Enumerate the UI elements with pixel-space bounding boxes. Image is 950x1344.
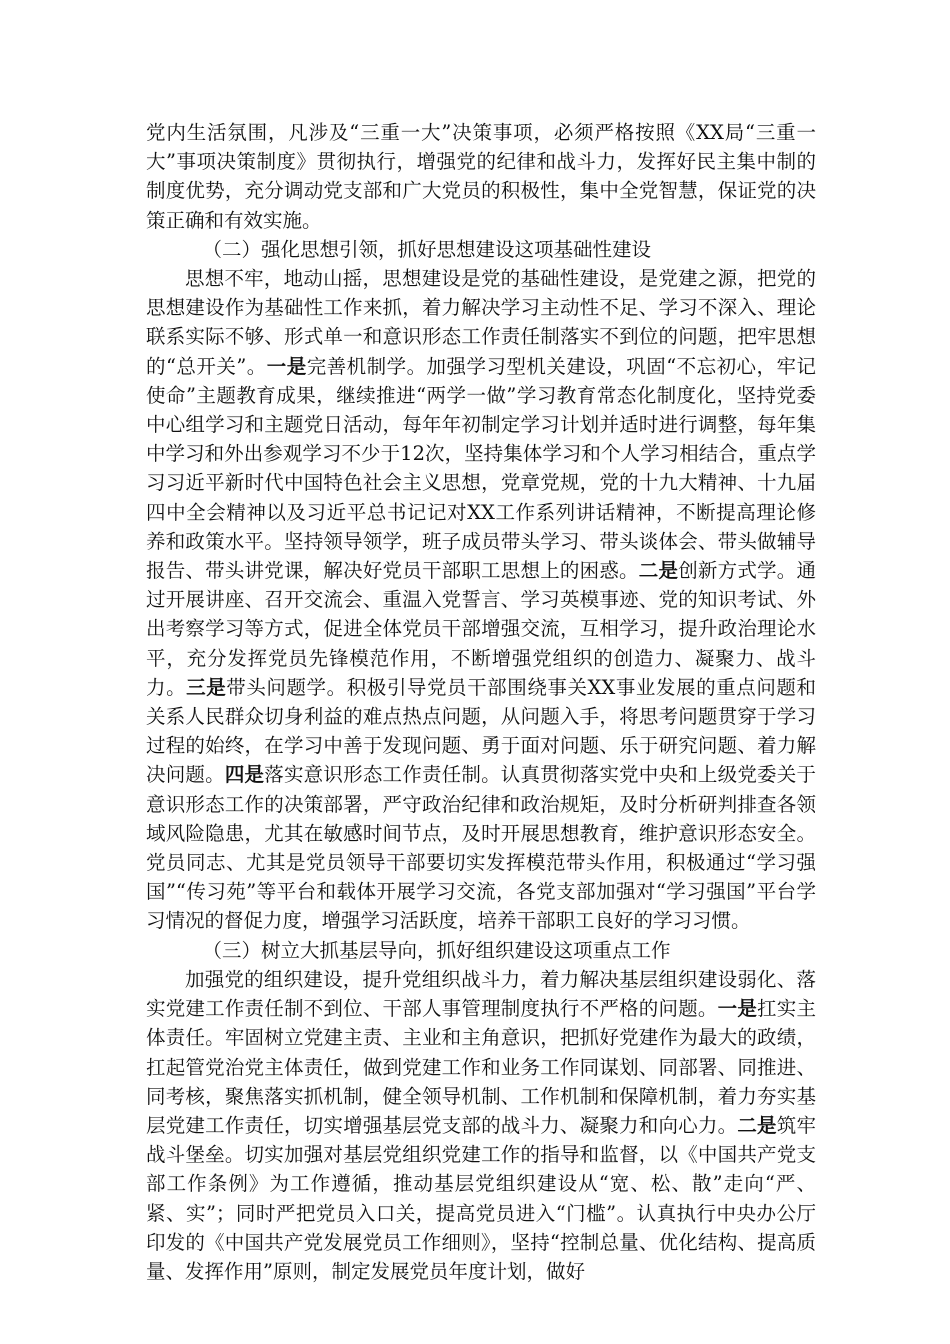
section-2-intro: 思想不牢，地动山摇，思想建设是党的基础性建设，是党建之源，把党的思想建设作为基础性工作来抓，着力解决学习主动性不足、学习不深入、理论联系实际不够、形式单一和意识形态工作责任制落实不到位的问题，把牢思想的“总开关”。 — [146, 267, 816, 378]
opening-paragraph — [146, 118, 816, 235]
section-3-paragraph — [146, 965, 816, 1286]
section-2-item-3-text: 带头问题学。积极引导党员干部围绕事关XX事业发展的重点问题和关系人民群众切身利益的难点热点问题，从问题入手，将思考问题贯穿于学习过程的始终，在学习中善于发现问题、勇于面对问题、乐于研究问题、着力解决问题。 — [146, 675, 816, 787]
section-2-item-4-lead: 四是 — [224, 763, 265, 787]
document-body — [146, 118, 816, 1286]
section-2-item-3-lead: 三是 — [186, 675, 227, 699]
section-2-item-4-text: 落实意识形态工作责任制。认真贯彻落实党中央和上级党委关于意识形态工作的决策部署，严守政治纪律和政治规矩，及时分析研判排查各领域风险隐患，尤其在敏感时间节点，及时开展思想教育，维护意识形态安全。党员同志、尤其是党员领导干部要切实发挥模范带头作用，积极通过“学习强国”“传习苑”等平台和载体开展学习交流，各党支部加强对“学习强国”平台学习情况的督促力度，增强学习活跃度，培养干部职工良好的学习习惯。 — [146, 763, 816, 933]
section-3-item-2-lead: 二是 — [737, 1113, 777, 1137]
section-2-heading-text: （二）强化思想引领，抓好思想建设这项基础性建设 — [202, 237, 652, 261]
opening-text: 党内生活氛围，凡涉及“三重一大”决策事项，必须严格按照《XX局“三重一大”事项决策制度》贯彻执行，增强党的纪律和战斗力，发挥好民主集中制的制度优势，充分调动党支部和广大党员的积极性，集中全党智慧，保证党的决策正确和有效实施。 — [146, 121, 816, 232]
section-2-item-1-text: 完善机制学。加强学习型机关建设，巩固“不忘初心，牢记使命”主题教育成果，继续推进“两学一做”学习教育常态化制度化，坚持党委中心组学习和主题党日活动，每年年初制定学习计划并适时进行调整，每年集中学习和外出参观学习不少于12次，坚持集体学习和个人学习相结合，重点学习习近平新时代中国特色社会主义思想，党章党规，党的十九大精神、十九届四中全会精神以及习近平总书记记对XX工作系列讲话精神，不断提高理论修养和政策水平。坚持领导领学，班子成员带头学习、带头谈体会、带头做辅导报告、带头讲党课，解决好党员干部职工思想上的困惑。 — [146, 354, 816, 583]
section-2-paragraph — [146, 264, 816, 936]
section-3-heading — [146, 936, 816, 965]
section-2-item-1-lead: 一是 — [266, 354, 307, 378]
section-3-item-1-text: 扛实主体责任。牢固树立党建主责、主业和主角意识，把抓好党建作为最大的政绩，扛起管党治党主体责任，做到党建工作和业务工作同谋划、同部署、同推进、同考核，聚焦落实抓机制，健全领导机制、工作机制和保障机制，着力夯实基层党建工作责任，切实增强基层党支部的战斗力、凝聚力和向心力。 — [146, 997, 816, 1137]
section-2-item-2-text: 创新方式学。通过开展讲座、召开交流会、重温入党誓言、学习英模事迹、党的知识考试、外出考察学习等方式，促进全体党员干部增强交流，互相学习，提升政治理论水平，充分发挥党员先锋模范作用，不断增强党组织的创造力、凝聚力、战斗力。 — [146, 559, 816, 699]
section-3-intro: 加强党的组织建设，提升党组织战斗力，着力解决基层组织建设弱化、落实党建工作责任制不到位、干部人事管理制度执行不严格的问题。 — [146, 967, 816, 1021]
section-3-item-2-text: 筑牢战斗堡垒。切实加强对基层党组织党建工作的指导和监督，以《中国共产党支部工作条例》为工作遵循，推动基层党组织建设从“宽、松、散”走向“严、紧、实”；同时严把党员入口关，提高党员进入“门槛”。认真执行中央办公厅印发的《中国共产党发展党员工作细则》，坚持“控制总量、优化结构、提高质量、发挥作用”原则，制定发展党员年度计划，做好 — [146, 1113, 816, 1283]
section-3-item-1-lead: 一是 — [717, 997, 758, 1021]
section-2-heading — [146, 235, 816, 264]
section-3-heading-text: （三）树立大抓基层导向，抓好组织建设这项重点工作 — [202, 938, 671, 962]
section-2-item-2-lead: 二是 — [638, 559, 679, 583]
